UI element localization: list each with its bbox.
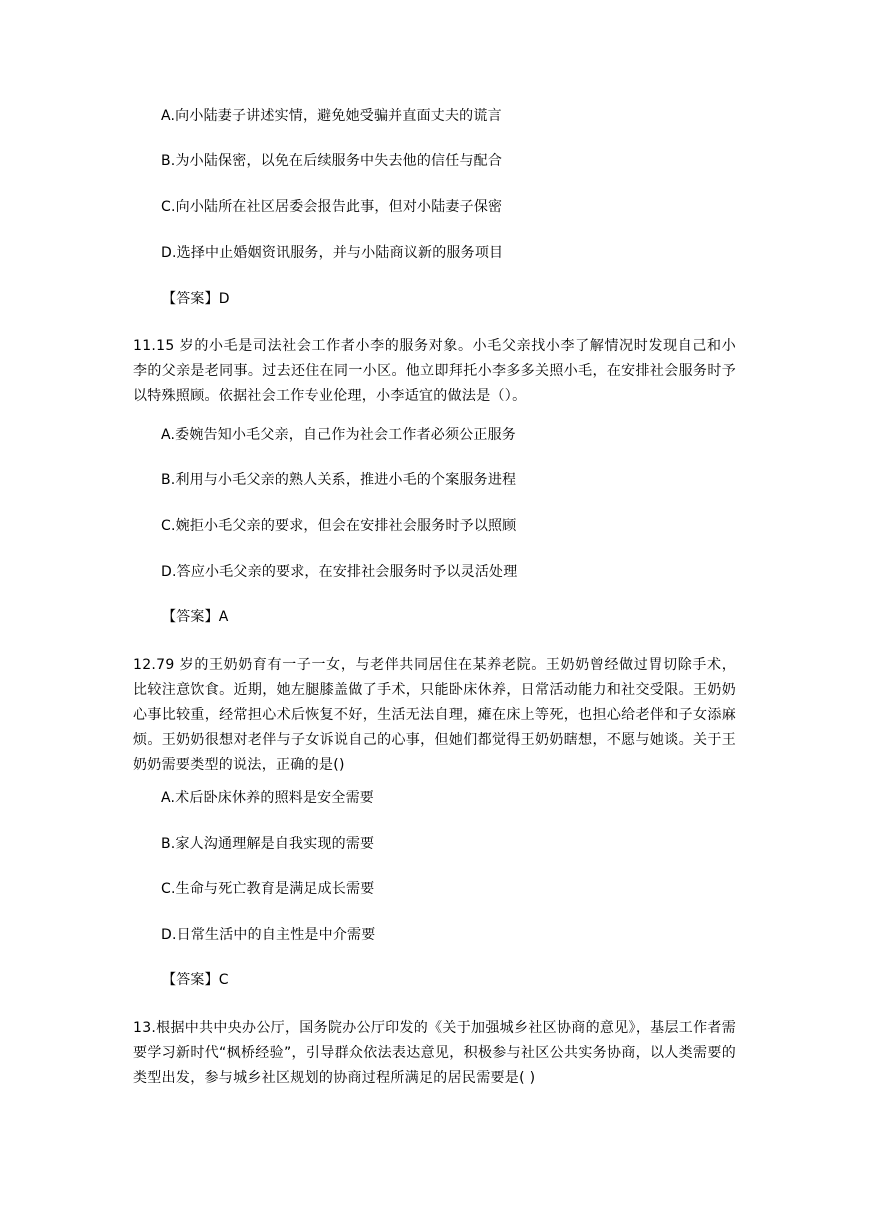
q10-option-a: A.向小陆妻子讲述实情，避免她受骗并直面丈夫的谎言 — [161, 108, 502, 124]
q11-option-c: C.婉拒小毛父亲的要求，但会在安排社会服务时予以照顾 — [161, 518, 517, 534]
q11-option-d: D.答应小毛父亲的要求，在安排社会服务时予以灵活处理 — [161, 564, 518, 580]
q12-option-a: A.术后卧床休养的照料是安全需要 — [161, 790, 374, 806]
q10-option-d: D.选择中止婚姻资讯服务，并与小陆商议新的服务项目 — [161, 245, 504, 261]
q12-answer: 【答案】C — [162, 972, 229, 988]
q13-stem: 13.根据中共中央办公厅，国务院办公厅印发的《关于加强城乡社区协商的意见》，基层工作者需要学习新时代“枫桥经验”，引导群众依法表达意见，积极参与社区公共实务协商，以人类需要的类型出发，参与城乡社区规划的协商过程所满足的居民需要是( ) — [133, 1020, 736, 1086]
q11-option-b: B.利用与小毛父亲的熟人关系，推进小毛的个案服务进程 — [161, 472, 517, 488]
q12-option-c: C.生命与死亡教育是满足成长需要 — [161, 881, 375, 897]
q12-stem: 12.79 岁的王奶奶育有一子一女，与老伴共同居住在某养老院。王奶奶曾经做过胃切除手术，比较注意饮食。近期，她左腿膝盖做了手术，只能卧床休养，日常活动能力和社交受限。王奶奶心事比较重，经常担心术后恢复不好，生活无法自理，瘫在床上等死，也担心给老伴和子女添麻烦。王奶奶很想对老伴与子女诉说自己的心事，但她们都觉得王奶奶瞎想，不愿与她谈。关于王奶奶需要类型的说法，正确的是() — [133, 657, 736, 773]
q11-option-a: A.委婉告知小毛父亲，自己作为社会工作者必须公正服务 — [161, 427, 516, 443]
q10-option-c: C.向小陆所在社区居委会报告此事，但对小陆妻子保密 — [161, 199, 503, 215]
q11-answer: 【答案】A — [162, 609, 229, 625]
q11-stem: 11.15 岁的小毛是司法社会工作者小李的服务对象。小毛父亲找小李了解情况时发现自己和小李的父亲是老同事。过去还住在同一小区。他立即拜托小李多多关照小毛，在安排社会服务时予以特殊照顾。依据社会工作专业伦理，小李适宜的做法是（）。 — [133, 338, 736, 404]
q12-option-b: B.家人沟通理解是自我实现的需要 — [161, 836, 375, 852]
q12-option-d: D.日常生活中的自主性是中介需要 — [161, 927, 376, 943]
q10-option-b: B.为小陆保密，以免在后续服务中失去他的信任与配合 — [161, 153, 503, 169]
q10-answer: 【答案】D — [162, 291, 230, 307]
